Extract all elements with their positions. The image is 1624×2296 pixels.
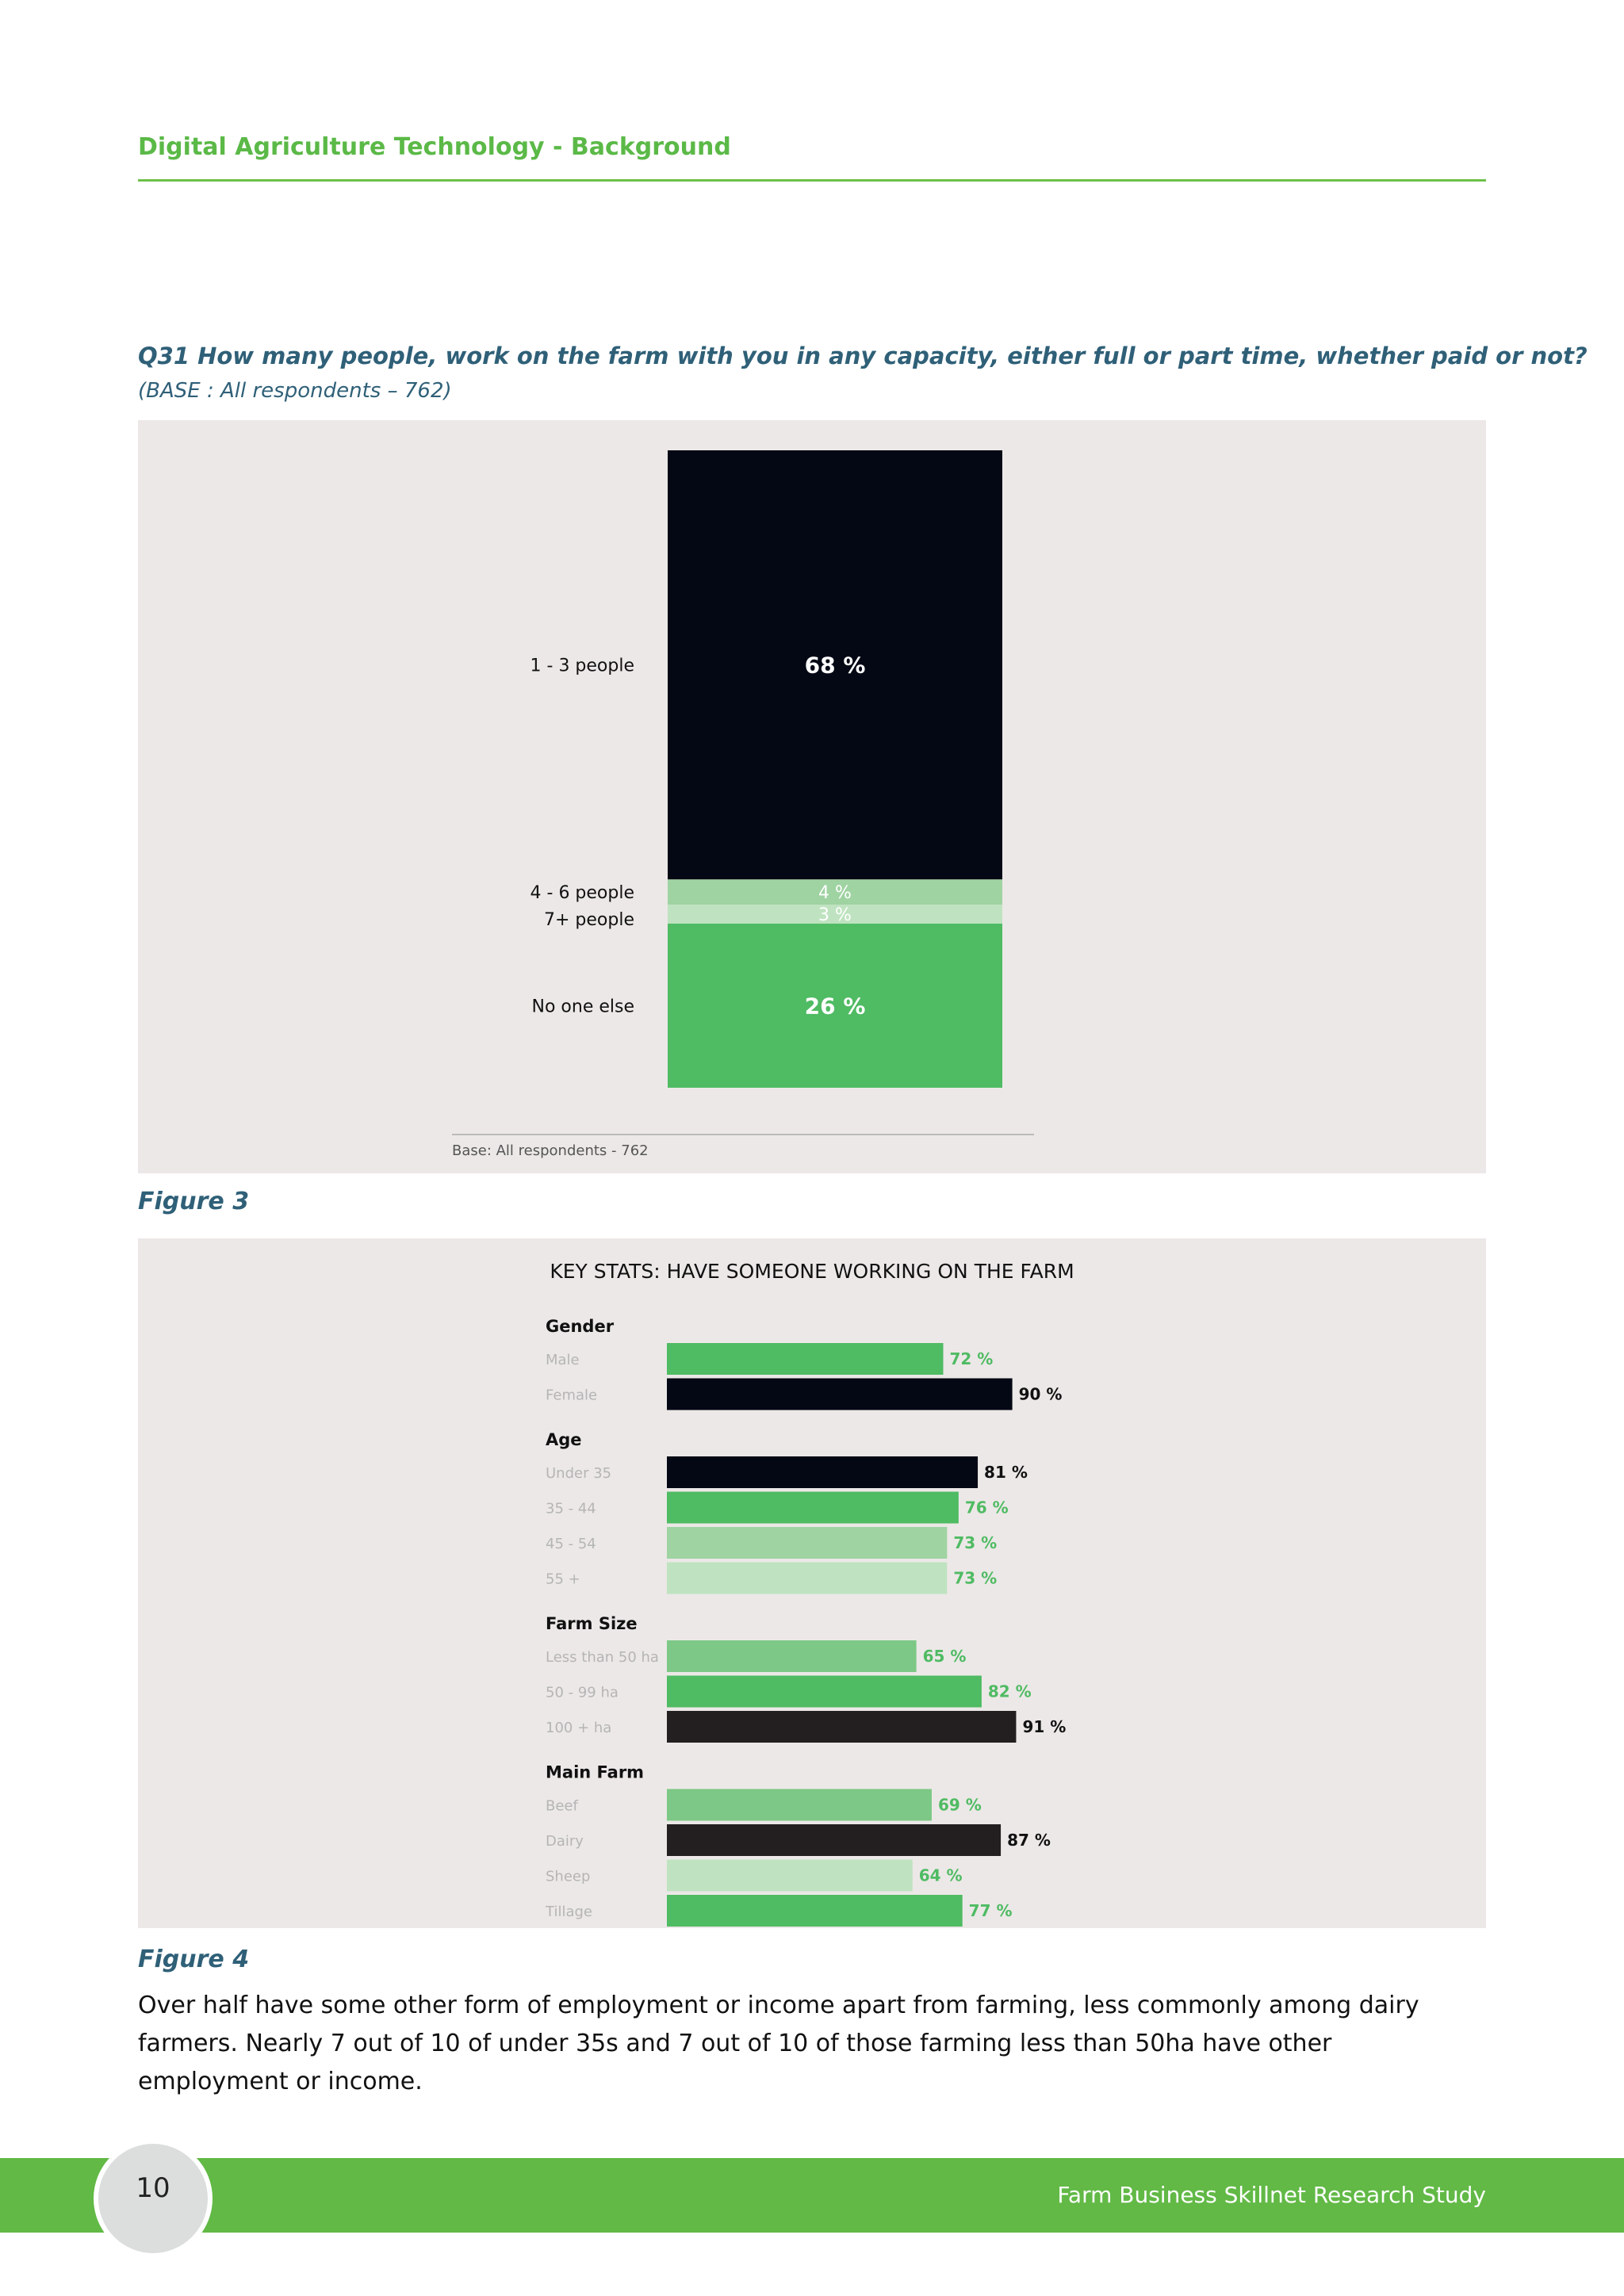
bar-1-0: [667, 1456, 978, 1488]
bar-0-1: [667, 1379, 1013, 1410]
bar-category-label-1-2: 45 - 54: [546, 1536, 596, 1552]
bar-3-1: [667, 1824, 1001, 1856]
header-divider: [138, 179, 1486, 182]
segment-category-label-1: 4 - 6 people: [530, 883, 634, 904]
bar-value-label-1-3: 73 %: [953, 1568, 998, 1588]
bar-category-label-3-3: Tillage: [546, 1904, 592, 1920]
question-base: (BASE : All respondents – 762): [138, 379, 452, 403]
page-number: 10: [136, 2172, 170, 2204]
bar-category-label-3-1: Dairy: [546, 1833, 584, 1850]
bar-category-label-0-0: Male: [546, 1352, 580, 1368]
bar-1-1: [667, 1492, 959, 1524]
bar-category-label-3-2: Sheep: [546, 1868, 591, 1885]
group-heading-2: Farm Size: [546, 1614, 638, 1633]
bar-category-label-1-0: Under 35: [546, 1465, 612, 1482]
stacked-bar-chart: [138, 420, 1486, 1173]
bar-value-label-2-2: 91 %: [1022, 1717, 1067, 1736]
figure4-label: Figure 4: [138, 1946, 250, 1973]
bar-value-label-3-0: 69 %: [937, 1795, 982, 1815]
figure3-panel: [138, 420, 1486, 1173]
group-heading-1: Age: [546, 1430, 582, 1449]
group-heading-3: Main Farm: [546, 1762, 645, 1782]
bar-2-2: [667, 1711, 1016, 1743]
key-stats-bar-chart: [138, 1238, 1486, 1928]
bar-1-2: [667, 1527, 947, 1559]
bar-value-label-1-2: 73 %: [953, 1533, 998, 1552]
base-note: Base: All respondents - 762: [452, 1142, 649, 1159]
bar-value-label-1-0: 81 %: [984, 1463, 1028, 1482]
bar-category-label-1-1: 35 - 44: [546, 1500, 596, 1517]
bar-3-3: [667, 1895, 963, 1927]
question-title: Q31 How many people, work on the farm with you in any capacity, either full or part time, whether paid or not?: [138, 342, 1588, 369]
figure3-label: Figure 3: [138, 1188, 250, 1215]
bar-value-label-0-1: 90 %: [1018, 1384, 1063, 1404]
bar-category-label-2-2: 100 + ha: [546, 1720, 612, 1736]
segment-value-label-1: 4 %: [818, 883, 852, 904]
bar-value-label-3-3: 77 %: [968, 1901, 1013, 1920]
segment-category-label-2: 7+ people: [544, 910, 634, 931]
segment-category-label-3: No one else: [531, 997, 634, 1017]
bar-3-0: [667, 1789, 932, 1821]
bar-category-label-0-1: Female: [546, 1387, 598, 1404]
footer-study-title: Farm Business Skillnet Research Study: [1057, 2182, 1486, 2208]
bar-value-label-0-0: 72 %: [949, 1349, 994, 1368]
bar-value-label-2-0: 65 %: [922, 1647, 967, 1666]
bar-value-label-2-1: 82 %: [987, 1682, 1032, 1701]
bar-category-label-1-3: 55 +: [546, 1571, 580, 1588]
group-heading-0: Gender: [546, 1317, 615, 1336]
bar-value-label-3-2: 64 %: [918, 1866, 963, 1885]
chart-title: KEY STATS: HAVE SOMEONE WORKING ON THE FARM: [550, 1260, 1074, 1283]
bar-2-0: [667, 1640, 917, 1672]
segment-value-label-3: 26 %: [804, 993, 866, 1020]
bar-3-2: [667, 1860, 913, 1892]
bar-value-label-3-1: 87 %: [1007, 1831, 1051, 1850]
segment-category-label-0: 1 - 3 people: [530, 656, 634, 676]
bar-2-1: [667, 1676, 982, 1708]
bar-category-label-3-0: Beef: [546, 1797, 578, 1815]
bar-1-3: [667, 1563, 947, 1594]
figure4-panel: [138, 1238, 1486, 1928]
body-paragraph: Over half have some other form of employment or income apart from farming, less commonly among dairy farmers. Nearly 7 out of 10 of under 35s and 7 out of 10 of those farming less than 50ha have other employment or income.: [138, 1992, 1419, 2095]
bar-category-label-2-0: Less than 50 ha: [546, 1649, 659, 1666]
page-header-title: Digital Agriculture Technology - Background: [138, 133, 731, 161]
bar-0-0: [667, 1343, 943, 1375]
segment-value-label-0: 68 %: [804, 652, 866, 679]
bar-category-label-2-1: 50 - 99 ha: [546, 1684, 619, 1701]
segment-value-label-2: 3 %: [818, 905, 852, 926]
bar-value-label-1-1: 76 %: [964, 1498, 1009, 1517]
